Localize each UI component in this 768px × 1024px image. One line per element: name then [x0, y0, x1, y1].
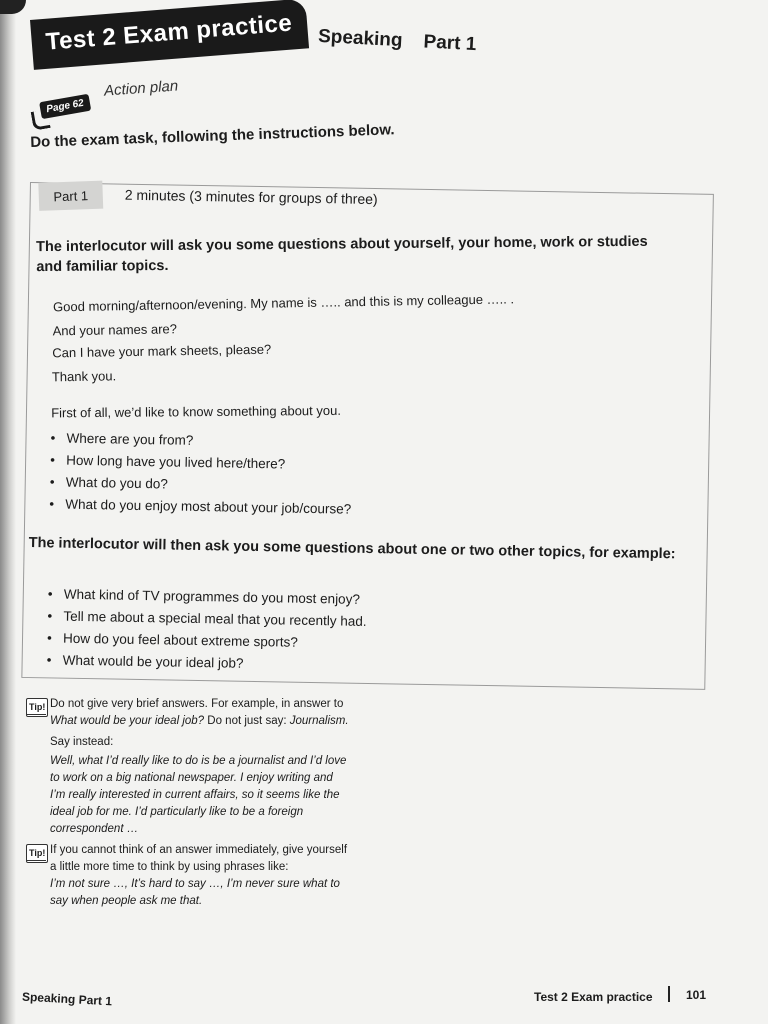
page-reference: Page 62 [39, 94, 91, 119]
topics-intro: The interlocutor will then ask you some questions about one or two other topics, for example: [28, 535, 676, 563]
list-item: • What do you do? [50, 471, 352, 498]
tip-box [26, 696, 356, 836]
banner-title: Test 2 Exam practice [44, 9, 294, 56]
tip-box [26, 842, 356, 912]
tip-example-question: What would be your ideal job? [50, 715, 205, 727]
script-line: Thank you. [51, 368, 117, 385]
list-item: • Where are you from? [50, 427, 352, 454]
part-tab: Part 1 [38, 181, 103, 211]
tip-text-rest: Do not just say: [204, 715, 290, 727]
say-instead-label: Say instead: [50, 736, 114, 748]
personal-questions-list [49, 427, 352, 520]
page-number: 101 [686, 988, 707, 1002]
part-title: Part 1 [423, 31, 477, 56]
topic-questions-list [46, 583, 367, 677]
script-line: Can I have your mark sheets, please? [52, 341, 272, 361]
tip-example-short: Journalism. [289, 715, 349, 727]
page-binding-shadow [0, 0, 16, 1024]
tip-phrases: I’m not sure …, It’s hard to say …, I’m never sure what to say when people ask me that. [50, 878, 340, 907]
page-reference-ribbon [39, 92, 91, 119]
footer-test-label: Test 2 Exam practice [534, 990, 653, 1004]
script-line: And your names are? [52, 321, 178, 339]
tip-body [50, 696, 350, 838]
exam-practice-banner [30, 0, 309, 70]
section-heading [318, 26, 477, 56]
tip-body [50, 842, 350, 910]
tip-tag: Tip! [26, 844, 48, 863]
tip-text [50, 713, 350, 730]
list-item: • What do you enjoy most about your job/course? [49, 493, 351, 520]
hook-icon [31, 109, 51, 131]
action-plan-label: Action plan [103, 77, 179, 100]
list-item: • How do you feel about extreme sports? [47, 627, 367, 655]
task-box [21, 182, 714, 690]
corner-decoration [0, 0, 26, 14]
list-item: • How long have you lived here/there? [50, 449, 352, 476]
tip-tag: Tip! [26, 698, 48, 717]
footer-divider [668, 986, 670, 1002]
tip-divider [26, 860, 46, 861]
tip-text: Do not give very brief answers. For example, in answer to [50, 698, 344, 710]
script-line: Good morning/afternoon/evening. My name is ….. and this is my colleague ….. . [52, 291, 515, 315]
timing-text: 2 minutes (3 minutes for groups of three) [124, 186, 378, 208]
interlocutor-intro: The interlocutor will ask you some questions about yourself, your home, work or studies and familiar topics. [36, 233, 648, 276]
tip-example-answer: Well, what I’d really like to do is be a journalist and I’d love to work on a big national newspaper. I enjoy writing and I’m really interested in current affairs, so it seems like the ideal job for me. I’d particularly like to be a foreign correspondent … [50, 755, 347, 835]
tip-divider [26, 714, 46, 715]
first-of-all-text: First of all, we’d like to know something about you. [51, 402, 341, 421]
tip-text: If you cannot think of an answer immediately, give yourself a little more time to think by using phrases like: [50, 844, 348, 873]
list-item: • What would be your ideal job? [46, 649, 366, 677]
list-item: • What kind of TV programmes do you most enjoy? [48, 583, 368, 611]
section-title: Speaking [317, 25, 404, 52]
task-instruction: Do the exam task, following the instructions below. [30, 121, 395, 151]
list-item: • Tell me about a special meal that you recently had. [47, 605, 367, 633]
footer-section-label: Speaking Part 1 [21, 989, 113, 1009]
